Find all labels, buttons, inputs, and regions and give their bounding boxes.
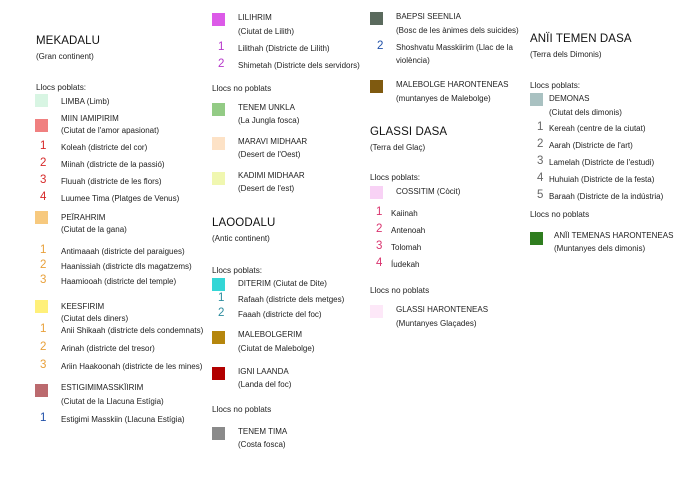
list-item-number: 3 [537, 155, 544, 167]
anii-temen-dasa-title: ANÏI TEMEN DASA [530, 33, 632, 45]
list-item-number: 2 [218, 58, 225, 70]
igni-subtitle: (Landa del foc) [238, 380, 292, 389]
list-item-label: Anii Shikaah (districte dels condemnats) [61, 326, 204, 335]
list-item-label: Kaiinah [391, 209, 418, 218]
mekadalu-subtitle: (Gran continent) [36, 52, 94, 61]
tenem-tima-label: TENEM TIMA [238, 427, 288, 436]
estigimi-swatch [35, 384, 48, 397]
keesfirim-subtitle: (Ciutat dels diners) [61, 314, 129, 323]
c2-unpopulated-heading: Llocs no poblats [212, 84, 272, 93]
lilihrim-swatch [212, 13, 225, 26]
list-item-label: Haamiooah (districte del temple) [61, 277, 177, 286]
list-item-label: Koleah (districte del cor) [61, 143, 148, 152]
tenem-unkla-label: TENEM UNKLA [238, 103, 295, 112]
baepsi-subtitle: (Bosc de les ànimes dels suicides) [396, 26, 519, 35]
list-item-label: Shimetah (Districte dels servidors) [238, 61, 360, 70]
tenem-tima-subtitle: (Costa fosca) [238, 440, 286, 449]
list-item-number: 2 [40, 157, 47, 169]
laoodalu-title: LAOODALU [212, 217, 276, 229]
laoodalu-unpopulated-heading: Llocs no poblats [212, 405, 272, 414]
list-item-number: 1 [218, 41, 225, 53]
keesfirim-swatch [35, 300, 48, 313]
list-item-number: 2 [40, 341, 47, 353]
malebolge-harontenas-label: MALEBOLGE HARONTENEAS [396, 80, 509, 89]
list-item-number: 3 [376, 240, 383, 252]
list-item-label: Lamelah (Districte de l'estudi) [549, 158, 655, 167]
kadimi-subtitle: (Desert de l'est) [238, 184, 295, 193]
glassi-harontenas-swatch [370, 305, 383, 318]
maravi-swatch [212, 137, 225, 150]
list-item-number: 1 [376, 206, 383, 218]
laoodalu-subtitle: (Antic continent) [212, 234, 270, 243]
cossitim-swatch [370, 186, 383, 199]
anii-temenas-label: ANÏI TEMENAS HARONTENEAS [554, 231, 674, 240]
list-item-number: 2 [40, 259, 47, 271]
glassi-dasa-title: GLASSI DASA [370, 126, 448, 138]
list-item-label: Antimaaah (districte del paraigues) [61, 247, 185, 256]
list-item-label: Haanissiah (districte dls magatzems) [61, 262, 192, 271]
list-item-number: 5 [537, 189, 544, 201]
peira-label: PEÏRAHRIM [61, 213, 106, 222]
list-item-label: Tolomah [391, 243, 422, 252]
lilihrim-label: LILIHRIM [238, 13, 272, 22]
glassi-harontenas-subtitle: (Muntanyes Glaçades) [396, 319, 477, 328]
kadimi-swatch [212, 172, 225, 185]
glassi-harontenas-label: GLASSI HARONTENEAS [396, 305, 489, 314]
estigimi-subtitle: (Ciutat de la Llacuna Estígia) [61, 397, 164, 406]
tenem-unkla-swatch [212, 103, 225, 116]
peira-swatch [35, 211, 48, 224]
list-item-label: Íudekah [391, 260, 420, 269]
list-item-number: 1 [537, 121, 544, 133]
mekadalu-title: MEKADALU [36, 35, 101, 47]
anii-temenas-subtitle: (Muntanyes dels dimonis) [554, 244, 646, 253]
list-item-number: 3 [40, 359, 47, 371]
list-item-number: 2 [218, 307, 225, 319]
tenem-tima-swatch [212, 427, 225, 440]
malebolgerim-swatch [212, 331, 225, 344]
keesfirim-label: KEESFIRIM [61, 302, 105, 311]
glassi-unpopulated-heading: Llocs no poblats [370, 286, 430, 295]
list-item-number: 3 [40, 274, 47, 286]
laoodalu-populated-heading: Llocs poblats: [212, 266, 263, 275]
list-item-label: Fluuah (districte de les flors) [61, 177, 162, 186]
malebolge-harontenas-subtitle: (muntanyes de Malebolge) [396, 94, 491, 103]
igni-label: IGNI LAANDA [238, 367, 289, 376]
limba-label: LIMBA (Limb) [61, 97, 110, 106]
miin-swatch [35, 119, 48, 132]
diterim-label: DITERIM (Ciutat de Dite) [238, 279, 327, 288]
list-item-label: Faaah (districte del foc) [238, 310, 322, 319]
miin-subtitle: (Ciutat de l'amor apasionat) [61, 126, 160, 135]
anii-temen-dasa-subtitle: (Terra dels Dimonis) [530, 50, 602, 59]
estigimi-label: ESTIGIMIMASSKÏIRIM [61, 383, 144, 392]
list-item-number: 2 [537, 138, 544, 150]
kadimi-label: KADIMI MIDHAAR [238, 171, 305, 180]
malebolgerim-label: MALEBOLGERIM [238, 330, 303, 339]
list-item-label: Kereah (centre de la ciutat) [549, 124, 646, 133]
diterim-swatch [212, 278, 225, 291]
lilihrim-subtitle: (Ciutat de Lilith) [238, 27, 295, 36]
demonas-swatch [530, 93, 543, 106]
list-item-number: 1 [40, 412, 47, 424]
tenem-unkla-subtitle: (La Jungla fosca) [238, 116, 300, 125]
anii-temenas-swatch [530, 232, 543, 245]
list-item-number: 1 [40, 140, 47, 152]
mekadalu-populated-heading: Llocs poblats: [36, 83, 87, 92]
demonas-label: DEMONAS [549, 94, 590, 103]
list-item-label: Lilithah (Districte de Lilith) [238, 44, 330, 53]
list-item-label: Estigimi Masskiin (Llacuna Estígia) [61, 415, 185, 424]
cossitim-label: COSSITIM (Còcit) [396, 187, 461, 196]
peira-subtitle: (Ciutat de la gana) [61, 225, 127, 234]
baepsi-swatch [370, 12, 383, 25]
baepsi-item-label-cont: violència) [396, 56, 430, 65]
list-item-label: Rafaah (districte dels metges) [238, 295, 345, 304]
list-item-label: Baraah (Districte de la indústria) [549, 192, 664, 201]
maravi-label: MARAVI MIDHAAR [238, 137, 308, 146]
igni-swatch [212, 367, 225, 380]
list-item-label: Aarah (Districte de l'art) [549, 141, 633, 150]
malebolgerim-subtitle: (Ciutat de Malebolge) [238, 344, 315, 353]
malebolge-harontenas-swatch [370, 80, 383, 93]
anii-populated-heading: Llocs poblats: [530, 81, 581, 90]
list-item-number: 4 [40, 191, 47, 203]
list-item-number: 2 [376, 223, 383, 235]
glassi-dasa-subtitle: (Terra del Glaç) [370, 143, 426, 152]
list-item-number: 4 [537, 172, 544, 184]
list-item-label: Luumee Tima (Platges de Venus) [61, 194, 180, 203]
baepsi-label: BAEPSI SEENLIA [396, 12, 461, 21]
list-item-label: Huhuiah (Districte de la festa) [549, 175, 655, 184]
list-item-label: Ariin Haakoonah (districte de les mines) [61, 362, 203, 371]
list-item-number: 3 [40, 174, 47, 186]
anii-unpopulated-heading: Llocs no poblats [530, 210, 590, 219]
list-item-number: 1 [40, 323, 47, 335]
demonas-subtitle: (Ciutat dels dimonis) [549, 108, 622, 117]
baepsi-item-number: 2 [377, 40, 384, 52]
list-item-label: Arinah (districte del tresor) [61, 344, 155, 353]
list-item-number: 4 [376, 257, 383, 269]
list-item-number: 1 [40, 244, 47, 256]
miin-label: MIIN IAMIPIRIM [61, 114, 119, 123]
maravi-subtitle: (Desert de l'Oest) [238, 150, 301, 159]
limba-swatch [35, 94, 48, 107]
list-item-number: 1 [218, 292, 225, 304]
list-item-label: Miinah (districte de la passió) [61, 160, 165, 169]
baepsi-item-label: Shoshvatu Masskiirim (Llac de la [396, 43, 513, 52]
list-item-label: Antenoah [391, 226, 426, 235]
glassi-populated-heading: Llocs poblats: [370, 173, 421, 182]
